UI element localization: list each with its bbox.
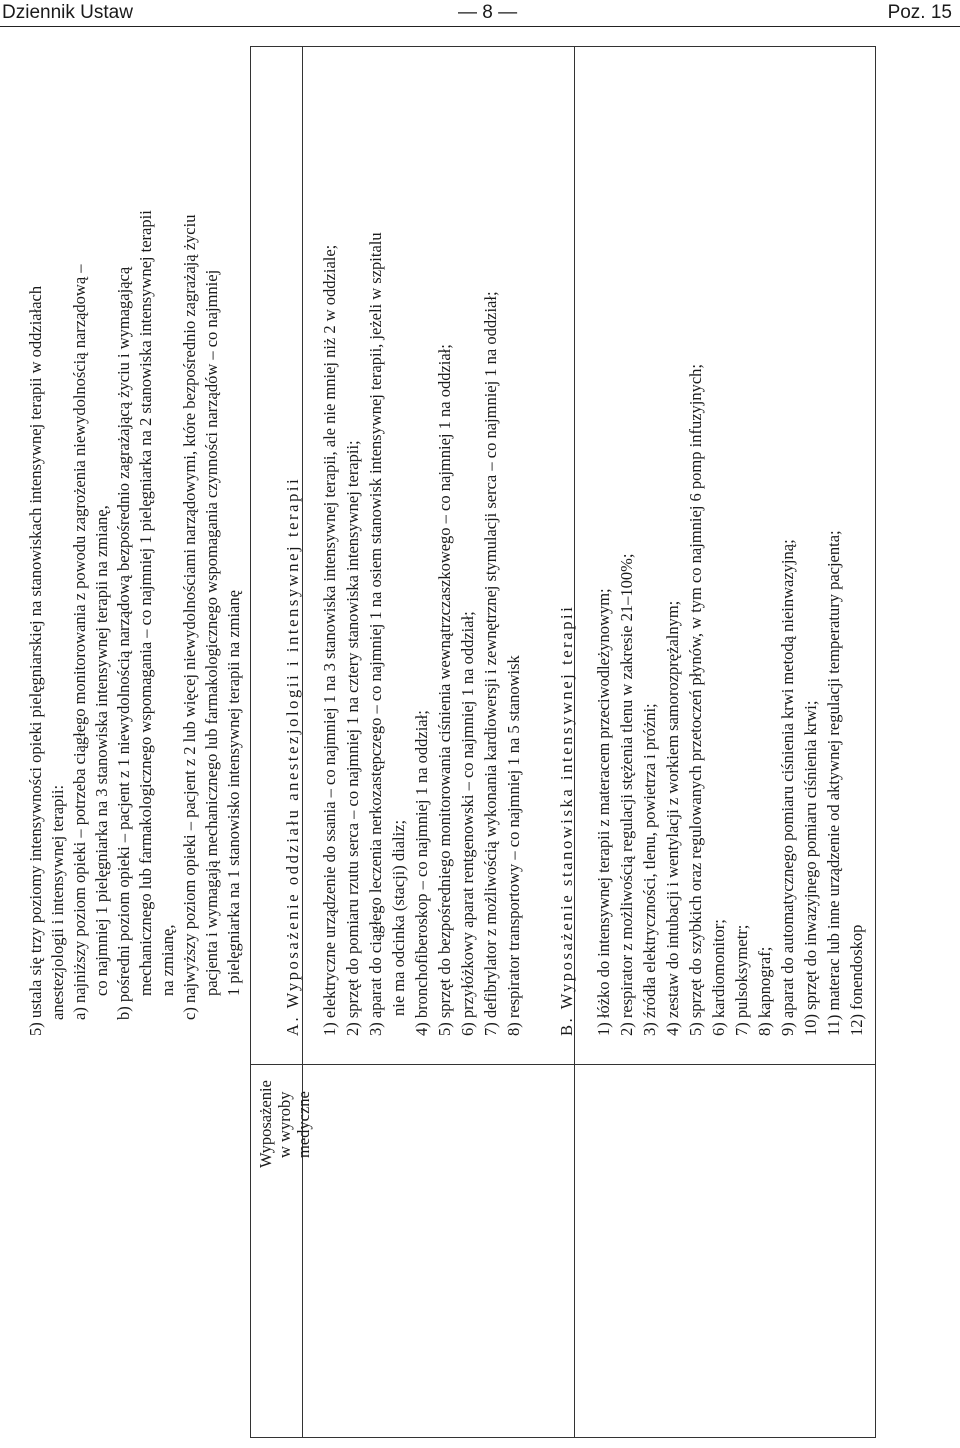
section-a-title: A. Wyposażenie oddziału anestezjologii i intensywnej terapii xyxy=(283,476,302,1036)
top-section-line: a) najniższy poziom opieki – potrzeba ciągłego monitorowania z powodu zagrożenia niewydolnością narządową – xyxy=(70,264,89,1020)
section-b-item: 11) materac lub inne urządzenie od aktywnej regulacji temperatury pacjenta; xyxy=(824,530,843,1036)
section-b-title: B. Wyposażenie stanowiska intensywnej terapii xyxy=(557,604,576,1036)
page-header xyxy=(0,0,960,28)
top-section-line: co najmniej 1 pielęgniarka na 3 stanowiska intensywnej terapii na zmianę, xyxy=(92,505,111,996)
section-a-item: nie ma odcinka (stacji) dializ; xyxy=(389,819,408,1016)
section-b-item: 1) łóżko do intensywnej terapii z materacem przeciwodleżynowym; xyxy=(594,588,613,1036)
top-section-line: c) najwyższy poziom opieki – pacjent z 2 lub więcej niewydolnościami narządowymi, które bezpośrednio zagrażają życiu xyxy=(180,214,199,1020)
section-b-item: 6) kardiomonitor; xyxy=(709,919,728,1036)
label-line-3: medyczne xyxy=(294,1091,313,1158)
top-section-line: 5) ustala się trzy poziomy intensywności opieki pielęgniarskiej na stanowiskach intensywnej terapii w oddziałach xyxy=(26,285,45,1036)
page-number: — 8 — xyxy=(458,2,518,23)
section-b-item: 9) aparat do automatycznego pomiaru ciśnienia krwi metodą nieinwazyjną; xyxy=(778,539,797,1036)
section-a-item: 8) respirator transportowy – co najmniej 1 na 5 stanowisk xyxy=(504,655,523,1036)
top-section-line: anestezjologii i intensywnej terapii: xyxy=(48,784,67,1020)
top-section-line: na zmianę, xyxy=(158,924,177,996)
section-b-item: 12) fonendoskop xyxy=(847,924,866,1036)
section-a-item: 6) przyłóżkowy aparat rentgenowski – co najmniej 1 na oddział; xyxy=(458,611,477,1036)
section-a-item: 1) elektryczne urządzenie do ssania – co najmniej 1 na 3 stanowiska intensywnej terapii, ale nie mniej niż 2 w oddziale; xyxy=(320,244,339,1036)
label-line-2: w wyroby xyxy=(275,1091,294,1158)
section-b-item: 8) kapnograf; xyxy=(755,946,774,1036)
position-number: Poz. 15 xyxy=(887,2,952,23)
section-b-item: 3) źródła elektryczności, tlenu, powietrza i próżni; xyxy=(640,703,659,1036)
section-a-item: 4) bronchofiberoskop – co najmniej 1 na oddział; xyxy=(412,710,431,1036)
top-section-line: 1 pielęgniarka na 1 stanowisko intensywnej terapii na zmianę xyxy=(224,590,243,996)
top-section-line: mechanicznego lub farmakologicznego wspomagania – co najmniej 1 pielęgniarka na 2 stanowiska intensywnej terapii xyxy=(136,210,155,996)
top-section-line: b) pośredni poziom opieki – pacjent z 1 niewydolnością narządową bezpośrednio zagrażającą życiu i wymagającą xyxy=(114,266,133,1020)
section-b-item: 4) zestaw do intubacji i wentylacji z workiem samorozprężalnym; xyxy=(663,600,682,1036)
row-divider xyxy=(250,1064,876,1065)
section-a-item: 2) sprzęt do pomiaru rzutu serca – co najmniej 1 na cztery stanowiska intensywnej terapii; xyxy=(343,440,362,1036)
section-a-item: 3) aparat do ciągłego leczenia nerkozastępczego – co najmniej 1 na osiem stanowisk intensywnej terapii, jeżeli w szpitalu xyxy=(366,232,385,1036)
top-section-line: pacjenta i wymagają mechanicznego lub farmakologicznego wspomagania czynności narządów – co najmniej xyxy=(202,269,221,996)
label-line-1: Wyposażenie xyxy=(256,1080,275,1168)
header-rule xyxy=(0,26,960,27)
journal-title: Dziennik Ustaw xyxy=(2,2,133,23)
section-b-item: 10) sprzęt do inwazyjnego pomiaru ciśnienia krwi; xyxy=(801,700,820,1036)
section-a-item: 5) sprzęt do bezpośredniego monitorowania ciśnienia wewnątrzczaszkowego – co najmniej 1 na oddział; xyxy=(435,344,454,1036)
section-b-item: 7) pulsoksymetr; xyxy=(732,924,751,1036)
section-b-item: 5) sprzęt do szybkich oraz regulowanych przetoczeń płynów, w tym co najmniej 6 pomp infuzyjnych; xyxy=(686,363,705,1036)
column-divider-1 xyxy=(302,46,303,1438)
section-a-item: 7) defibrylator z możliwością wykonania kardiowersji i zewnętrznej stymulacji serca – co najmniej 1 na oddział; xyxy=(481,291,500,1036)
section-b-item: 2) respirator z możliwością regulacji stężenia tlenu w zakresie 21–100%; xyxy=(617,553,636,1036)
